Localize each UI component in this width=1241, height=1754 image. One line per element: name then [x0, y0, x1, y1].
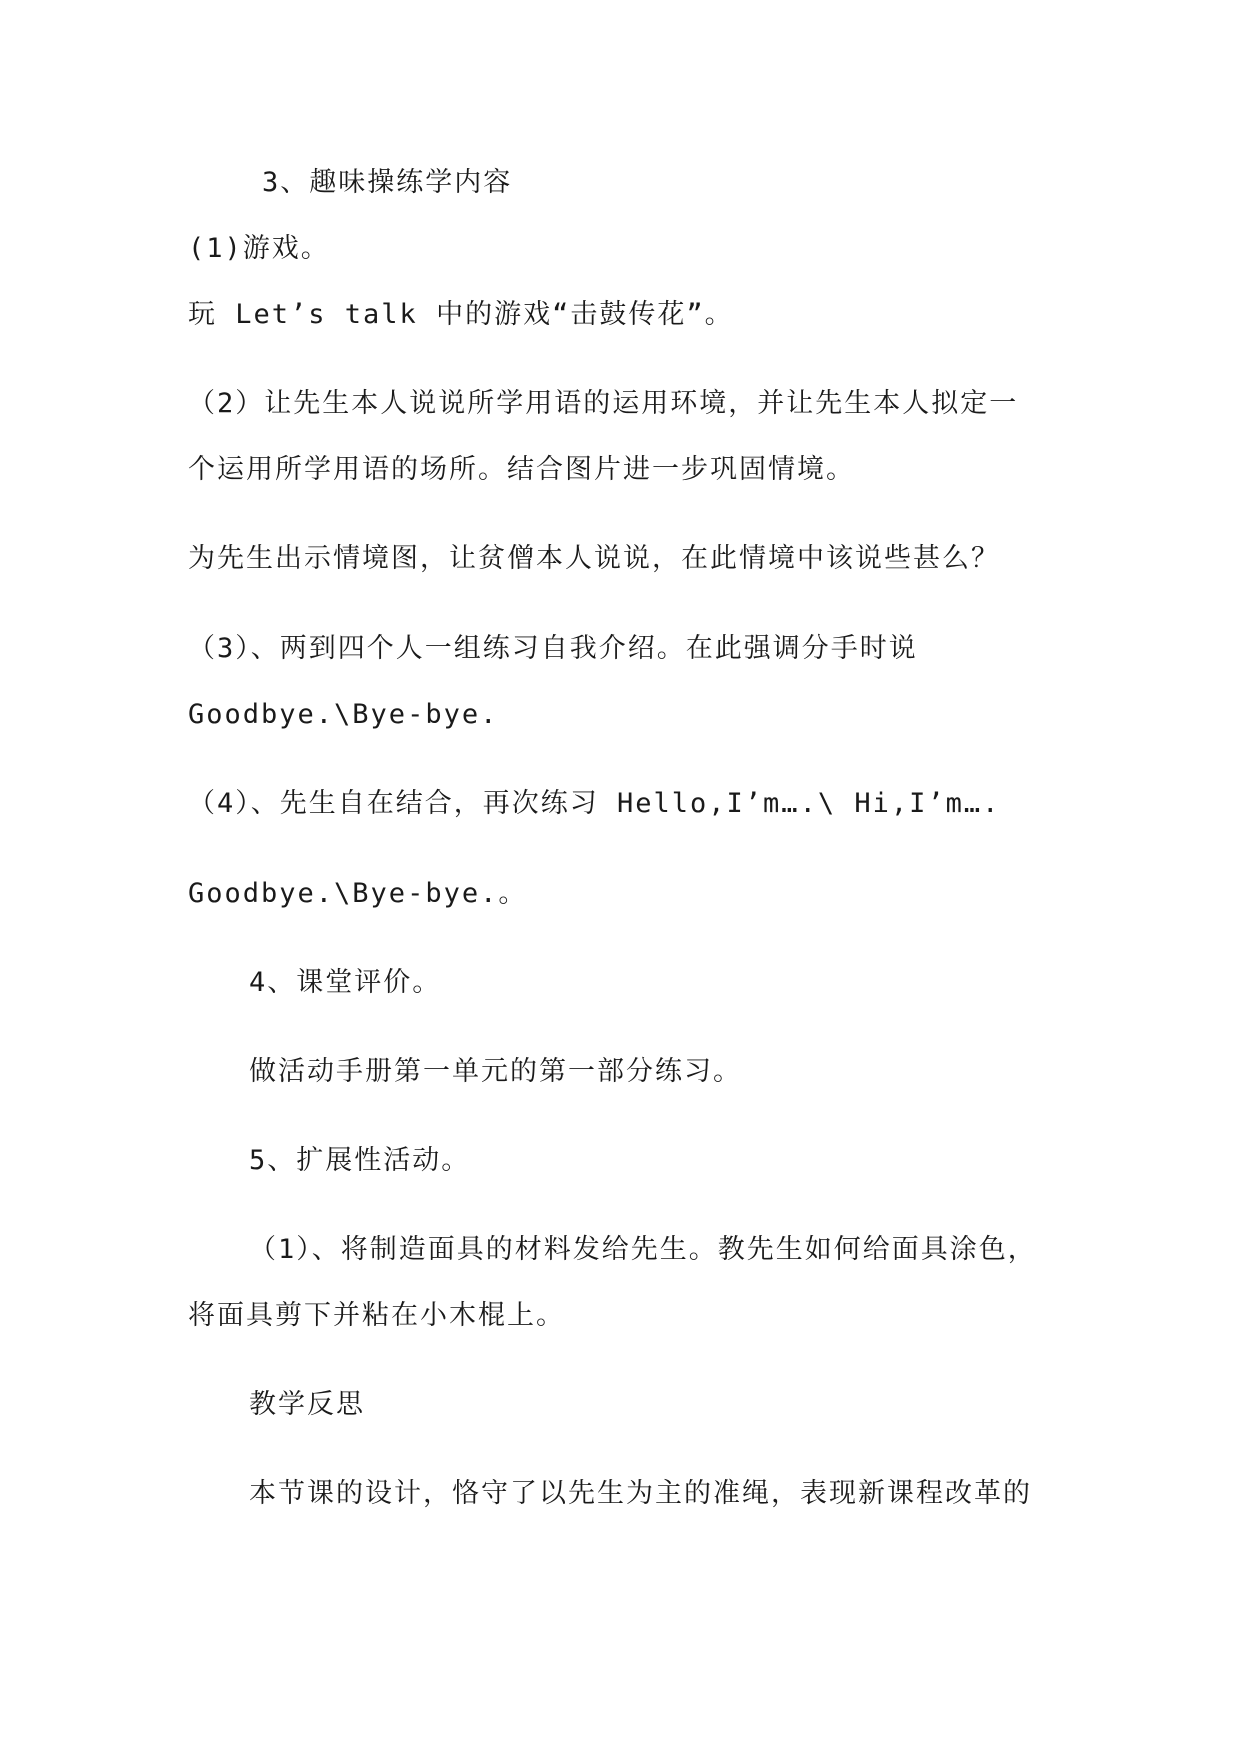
section-heading-5: 5、扩展性活动。 [249, 1145, 471, 1176]
paragraph-line: 做活动手册第一单元的第一部分练习。 [249, 1056, 742, 1087]
paragraph-line: 本节课的设计，恪守了以先生为主的准绳，表现新课程改革的 [249, 1478, 1032, 1509]
section-heading-3: 3、趣味操练学内容 [262, 167, 513, 198]
paragraph-line: （2）让先生本人说说所学用语的运用环境，并让先生本人拟定一 [188, 388, 1019, 419]
paragraph-line: Goodbye.\Bye-bye.。 [188, 878, 528, 909]
paragraph-line: （1）、将制造面具的材料发给先生。教先生如何给面具涂色， [249, 1234, 1037, 1265]
paragraph-line: （4）、先生自在结合，再次练习 Hello,I’m….\ Hi,I’m…. [188, 788, 1001, 819]
paragraph-line: 为先生出示情境图，让贫僧本人说说，在此情境中该说些甚么？ [188, 543, 1000, 574]
paragraph-line: 将面具剪下并粘在小木棍上。 [188, 1300, 565, 1331]
paragraph-line: 玩 Let’s talk 中的游戏“击鼓传花”。 [188, 299, 734, 330]
paragraph-line: Goodbye.\Bye-bye. [188, 699, 499, 730]
section-heading-4: 4、课堂评价。 [249, 967, 442, 998]
item-1-heading: (1)游戏。 [188, 233, 330, 264]
reflection-heading: 教学反思 [249, 1389, 365, 1420]
paragraph-line: （3）、两到四个人一组练习自我介绍。在此强调分手时说 [188, 633, 918, 664]
paragraph-line: 个运用所学用语的场所。结合图片进一步巩固情境。 [188, 454, 855, 485]
